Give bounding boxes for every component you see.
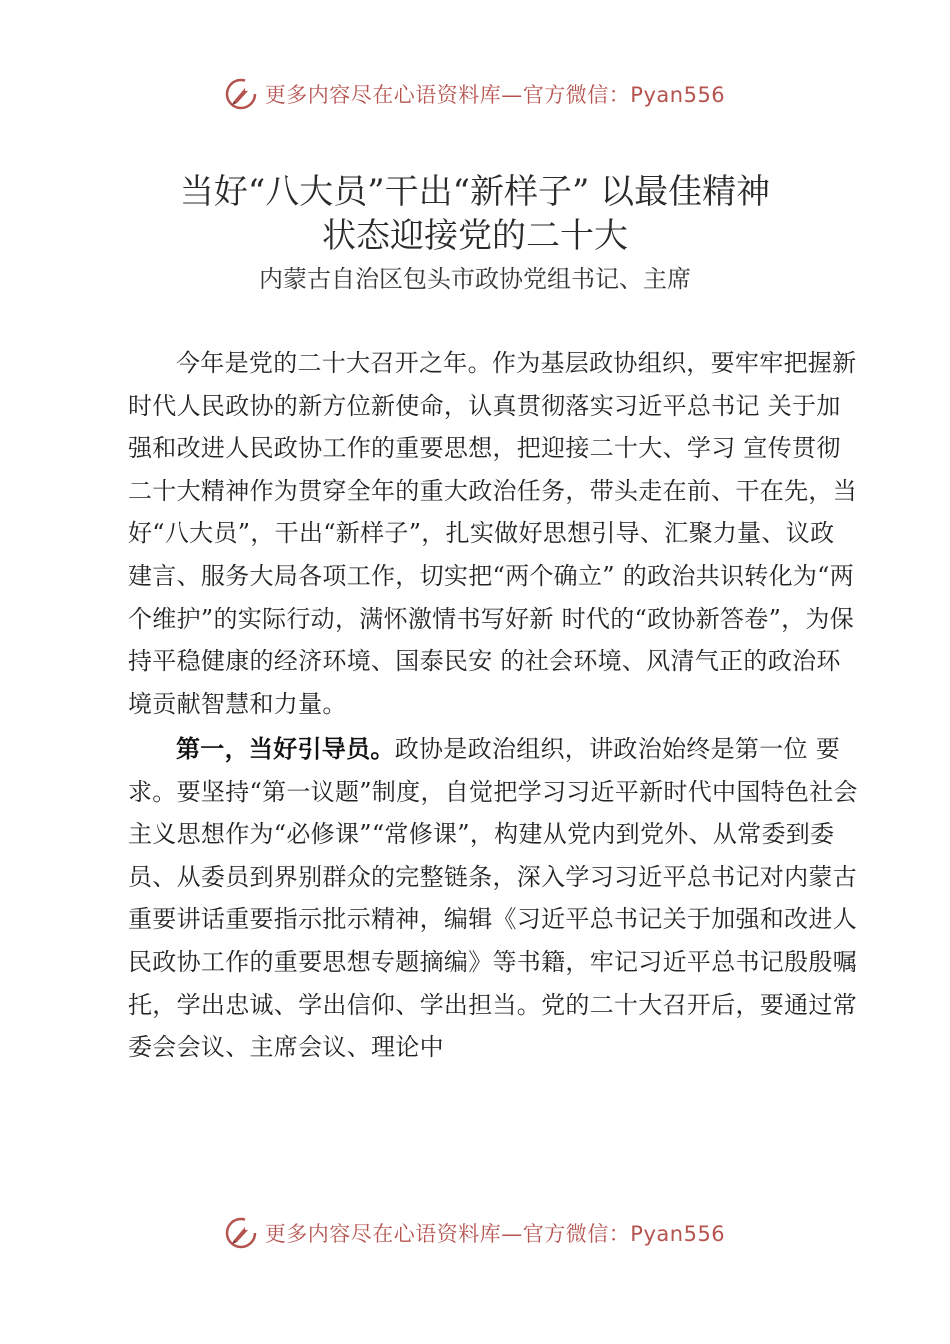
footer-banner-text: 更多内容尽在心语资料库—官方微信：Pyan556 bbox=[264, 1222, 726, 1246]
document-title-line1: 当好“八大员”干出“新样子” 以最佳精神 bbox=[179, 172, 771, 212]
header-banner-text: 更多内容尽在心语资料库—官方微信：Pyan556 bbox=[264, 83, 726, 107]
footer-banner bbox=[0, 1213, 950, 1253]
body-paragraph-2 bbox=[128, 728, 858, 1069]
pen-logo-icon bbox=[225, 1217, 257, 1249]
body-paragraph-1: 今年是党的二十大召开之年。作为基层政协组织，要牢牢把握新时代人民政协的新方位新使命，认真贯彻落实习近平总书记 关于加强和改进人民政协工作的重要思想，把迎接二十大、学习 宣传贯彻二十大精神作为贯穿全年的重大政治任务，带头走在前、干在先，当好“八大员”，干出“新样子”，扎实做好思想引导、汇聚力量、议政建言、服务大局各项工作，切实把“两个确立” 的政治共识转化为“两个维护”的实际行动，满怀激情书写好新 时代的“政协新答卷”，为保持平稳健康的经济环境、国泰民安 的社会环境、风清气正的政治环境贡献智慧和力量。 bbox=[128, 349, 857, 718]
author-subtitle: 内蒙古自治区包头市政协党组书记、主席 bbox=[259, 265, 691, 293]
paragraph-2-body: 政协是政治组织，讲政治始终是第一位 要求。要坚持“第一议题”制度，自觉把学习习近平新时代中国特色社会主义思想作为“必修课”“常修课”，构建从党内到党外、从常委到委员、从委员到界别群众的完整链条，深入学习习近平总书记对内蒙古重要讲话重要指示批示精神，编辑《习近平总书记关于加强和改进人民政协工作的重要思想专题摘编》等书籍，牢记习近平总书记殷殷嘱托，学出忠诚、学出信仰、学出担当。党的二十大召开后，要通过常委会会议、主席会议、理论中 bbox=[128, 735, 858, 1062]
paragraph-2-lead: 第一，当好引导员。 bbox=[176, 735, 395, 763]
pen-logo-icon bbox=[225, 78, 257, 110]
header-banner bbox=[0, 74, 950, 114]
document-title-line2: 状态迎接党的二十大 bbox=[322, 216, 628, 256]
